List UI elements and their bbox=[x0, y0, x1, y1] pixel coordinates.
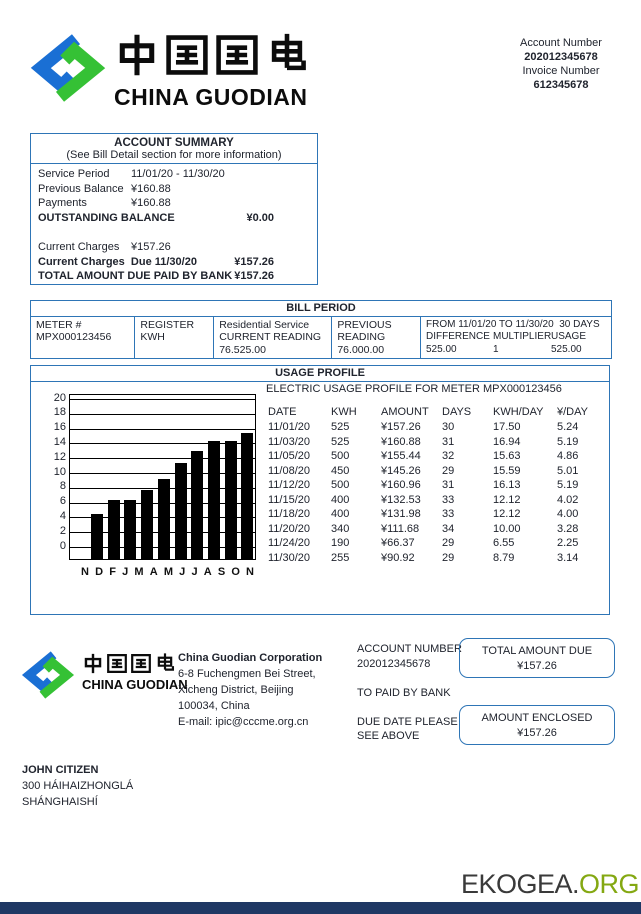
bill-period-range: FROM 11/01/20 TO 11/30/20 30 DAYS bbox=[426, 319, 600, 330]
gridline bbox=[70, 414, 255, 415]
chart-x-axis-labels bbox=[69, 566, 254, 578]
customer-name: JOHN CITIZEN bbox=[22, 764, 99, 776]
previous-reading-value: 76.000.00 bbox=[337, 343, 385, 356]
hanzi-guo bbox=[130, 652, 152, 675]
y-tick-label: 4 bbox=[59, 509, 66, 522]
usage-cell: ¥160.88 bbox=[381, 435, 421, 448]
ekogea-watermark bbox=[461, 869, 639, 900]
chart-bar bbox=[241, 433, 253, 559]
multiplier-value: 1 bbox=[493, 343, 499, 355]
x-tick-label: M bbox=[163, 566, 173, 578]
usage-label: USAGE bbox=[551, 331, 587, 343]
y-tick-label: 18 bbox=[53, 406, 66, 419]
gridline bbox=[70, 399, 255, 400]
usage-cell: 525 bbox=[331, 421, 350, 434]
service-type: Residential Service bbox=[219, 319, 310, 331]
usage-cell: 3.28 bbox=[557, 522, 579, 535]
usage-cell: 190 bbox=[331, 537, 350, 550]
hanzi-guo bbox=[164, 30, 210, 80]
chart-bar bbox=[175, 463, 187, 559]
usage-cell: 4.02 bbox=[557, 493, 579, 506]
footer-account-number-label: ACCOUNT NUMBER bbox=[357, 643, 462, 655]
account-summary-rows bbox=[31, 164, 317, 284]
usage-cell: 11/18/20 bbox=[268, 508, 311, 521]
summary-row bbox=[38, 182, 310, 197]
usage-cell: 31 bbox=[442, 479, 455, 492]
usage-cell: 4.86 bbox=[557, 450, 579, 463]
summary-row-label: Payments bbox=[38, 197, 87, 210]
gridline bbox=[70, 429, 255, 430]
chart-bar bbox=[191, 451, 203, 559]
summary-row-value: ¥157.26 bbox=[131, 241, 171, 254]
bill-period-columns bbox=[31, 317, 611, 358]
usage-cell: 34 bbox=[442, 522, 455, 535]
due-date-text-line2: SEE ABOVE bbox=[357, 730, 420, 742]
usage-cell: 500 bbox=[331, 450, 350, 463]
usage-cell: 29 bbox=[442, 551, 455, 564]
y-tick-label: 6 bbox=[59, 495, 66, 508]
usage-cell: 340 bbox=[331, 522, 350, 535]
usage-cell: 31 bbox=[442, 435, 455, 448]
summary-row-value: ¥157.26 bbox=[234, 270, 274, 283]
usage-cell: 33 bbox=[442, 508, 455, 521]
usage-table-row bbox=[268, 536, 602, 551]
usage-cell: ¥157.26 bbox=[381, 421, 421, 434]
usage-cell: 12.12 bbox=[493, 493, 521, 506]
usage-value: 525.00 bbox=[551, 343, 582, 355]
x-tick-label: A bbox=[149, 566, 158, 578]
usage-cell: 11/01/20 bbox=[268, 421, 311, 434]
summary-row-label: Current Charges Due 11/30/20 bbox=[38, 255, 197, 268]
chart-y-axis bbox=[46, 391, 66, 564]
y-tick-label: 8 bbox=[59, 480, 66, 493]
x-tick-label: A bbox=[203, 566, 212, 578]
difference-label: DIFFERENCE bbox=[426, 331, 490, 343]
footer-account-number-value: 202012345678 bbox=[357, 657, 431, 670]
summary-row bbox=[38, 211, 310, 226]
usage-cell: 11/20/20 bbox=[268, 522, 311, 535]
usage-cell: 3.14 bbox=[557, 551, 579, 564]
y-tick-label: 0 bbox=[59, 539, 66, 552]
hanzi-dian bbox=[264, 30, 310, 80]
china-guodian-logo-small bbox=[20, 646, 76, 704]
usage-cell: ¥155.44 bbox=[381, 450, 421, 463]
usage-cell: 4.00 bbox=[557, 508, 579, 521]
usage-table-header bbox=[268, 406, 602, 418]
bill-period-title: BILL PERIOD bbox=[31, 301, 611, 317]
amount-enclosed-label: AMOUNT ENCLOSED bbox=[481, 712, 593, 724]
usage-cell: 30 bbox=[442, 421, 455, 434]
usage-table-row bbox=[268, 464, 602, 479]
brand-english-name: CHINA GUODIAN bbox=[114, 84, 308, 110]
usage-cell: 11/03/20 bbox=[268, 435, 311, 448]
bill-period-col-register bbox=[134, 317, 213, 358]
usage-profile-title: USAGE PROFILE bbox=[31, 366, 609, 382]
company-name: China Guodian Corporation bbox=[178, 652, 323, 664]
usage-cell: 11/12/20 bbox=[268, 479, 311, 492]
hanzi-zhong bbox=[82, 652, 104, 675]
footer-brand-english: CHINA GUODIAN bbox=[82, 677, 188, 692]
usage-cell: ¥132.53 bbox=[381, 493, 421, 506]
summary-row-value: ¥157.26 bbox=[234, 255, 274, 268]
y-tick-label: 16 bbox=[53, 421, 66, 434]
summary-row bbox=[38, 225, 310, 240]
usage-cell: 12.12 bbox=[493, 508, 521, 521]
company-address-line: Xicheng District, Beijing bbox=[178, 684, 294, 696]
amount-enclosed-box bbox=[459, 705, 615, 745]
usage-cell: 500 bbox=[331, 479, 350, 492]
usage-cell: 5.01 bbox=[557, 464, 579, 477]
usage-cell: 11/15/20 bbox=[268, 493, 311, 506]
usage-bar-chart bbox=[46, 391, 286, 594]
bill-period-col-meter bbox=[31, 317, 134, 358]
usage-cell: 400 bbox=[331, 508, 350, 521]
amount-enclosed-value: ¥157.26 bbox=[517, 727, 557, 739]
x-tick-label: N bbox=[81, 566, 89, 578]
summary-row-label: Previous Balance bbox=[38, 182, 124, 195]
usage-profile-box bbox=[30, 365, 610, 615]
summary-row-label: Service Period bbox=[38, 168, 110, 181]
y-tick-label: 10 bbox=[53, 465, 66, 478]
usage-table-row bbox=[268, 478, 602, 493]
hanzi-guo bbox=[214, 30, 260, 80]
usage-cell: 11/05/20 bbox=[268, 450, 311, 463]
usage-cell: 10.00 bbox=[493, 522, 521, 535]
usage-cell: 33 bbox=[442, 493, 455, 506]
account-number-value: 202012345678 bbox=[524, 51, 598, 63]
usage-cell: 255 bbox=[331, 551, 350, 564]
summary-row-label: OUTSTANDING BALANCE bbox=[38, 212, 175, 225]
usage-cell: 5.19 bbox=[557, 435, 579, 448]
x-tick-label: S bbox=[217, 566, 226, 578]
total-amount-due-label: TOTAL AMOUNT DUE bbox=[481, 645, 593, 657]
usage-col-header: DATE bbox=[268, 406, 297, 418]
x-tick-label: J bbox=[122, 566, 129, 578]
usage-cell: 5.19 bbox=[557, 479, 579, 492]
account-summary-title: ACCOUNT SUMMARY bbox=[114, 137, 234, 149]
chart-bar bbox=[124, 500, 136, 559]
register-value: KWH bbox=[140, 331, 165, 344]
bill-period-table bbox=[30, 300, 612, 359]
company-address-line: 100034, China bbox=[178, 700, 250, 712]
bottom-navy-bar bbox=[0, 902, 641, 914]
meter-value: MPX000123456 bbox=[36, 331, 112, 344]
summary-row-value: ¥160.88 bbox=[131, 197, 171, 210]
footer-brand-chinese bbox=[82, 652, 176, 675]
usage-cell: 11/08/20 bbox=[268, 464, 311, 477]
account-number-label: Account Number bbox=[520, 37, 602, 49]
x-tick-label: J bbox=[191, 566, 198, 578]
payment-info-block bbox=[357, 642, 462, 744]
usage-cell: 2.25 bbox=[557, 537, 579, 550]
usage-table-row bbox=[268, 420, 602, 435]
summary-row bbox=[38, 255, 310, 270]
brand-chinese-name bbox=[114, 30, 310, 80]
y-tick-label: 2 bbox=[59, 524, 66, 537]
summary-row bbox=[38, 167, 310, 182]
usage-table-rows bbox=[268, 420, 602, 565]
usage-cell: ¥131.98 bbox=[381, 508, 421, 521]
china-guodian-logo bbox=[28, 26, 108, 110]
usage-cell: 15.59 bbox=[493, 464, 521, 477]
summary-row-value: ¥160.88 bbox=[131, 182, 171, 195]
paid-by-bank-text: TO PAID BY BANK bbox=[357, 687, 451, 699]
chart-bar bbox=[208, 441, 220, 559]
company-address-line: 6-8 Fuchengmen Bei Street, bbox=[178, 668, 316, 680]
register-label: REGISTER bbox=[140, 319, 195, 331]
hanzi-dian bbox=[154, 652, 176, 675]
due-date-text-line1: DUE DATE PLEASE bbox=[357, 715, 458, 728]
usage-cell: 5.24 bbox=[557, 421, 579, 434]
account-summary-box bbox=[30, 133, 318, 285]
usage-table-row bbox=[268, 507, 602, 522]
company-email: E-mail: ipic@cccme.org.cn bbox=[178, 716, 309, 728]
usage-cell: ¥145.26 bbox=[381, 464, 421, 477]
usage-col-header: AMOUNT bbox=[381, 406, 429, 418]
x-tick-label: M bbox=[134, 566, 144, 578]
usage-sub-values bbox=[426, 344, 606, 356]
meter-label: METER # bbox=[36, 319, 82, 331]
current-reading-value: 76.525.00 bbox=[219, 343, 266, 356]
summary-row bbox=[38, 196, 310, 211]
summary-row-label: TOTAL AMOUNT DUE PAID BY BANK bbox=[38, 270, 233, 283]
summary-row-value: ¥0.00 bbox=[246, 212, 274, 225]
usage-cell: ¥111.68 bbox=[381, 522, 420, 535]
usage-cell: 525 bbox=[331, 435, 350, 448]
difference-value: 525.00 bbox=[426, 343, 457, 355]
usage-cell: 29 bbox=[442, 537, 455, 550]
x-tick-label: N bbox=[246, 566, 254, 578]
usage-cell: ¥90.92 bbox=[381, 551, 415, 564]
multiplier-label: MULTIPLIER bbox=[493, 331, 552, 343]
total-amount-due-value: ¥157.26 bbox=[517, 660, 557, 672]
ekogea-text: EKOGEA. bbox=[460, 869, 579, 899]
usage-cell: 450 bbox=[331, 464, 350, 477]
usage-cell: ¥160.96 bbox=[381, 479, 421, 492]
summary-row bbox=[38, 269, 310, 284]
company-address-block bbox=[178, 650, 322, 730]
usage-table-row bbox=[268, 493, 602, 508]
y-tick-label: 20 bbox=[53, 391, 66, 404]
usage-cell: 6.55 bbox=[493, 537, 515, 550]
bill-period-col-previous-reading bbox=[331, 317, 420, 358]
y-tick-label: 12 bbox=[53, 450, 66, 463]
usage-cell: 11/30/20 bbox=[268, 551, 311, 564]
usage-cell: 400 bbox=[331, 493, 350, 506]
usage-cell: 29 bbox=[442, 464, 455, 477]
usage-cell: 32 bbox=[442, 450, 455, 463]
summary-row bbox=[38, 240, 310, 255]
total-amount-due-box bbox=[459, 638, 615, 678]
y-tick-label: 14 bbox=[53, 435, 66, 448]
x-tick-label: D bbox=[95, 566, 104, 578]
usage-table-row bbox=[268, 551, 602, 566]
x-tick-label: F bbox=[109, 566, 116, 578]
usage-sub-headers bbox=[426, 331, 606, 343]
hanzi-guo bbox=[106, 652, 128, 675]
usage-cell: 16.13 bbox=[493, 479, 521, 492]
usage-col-header: DAYS bbox=[442, 406, 472, 418]
invoice-number-label: Invoice Number bbox=[522, 65, 600, 77]
chart-bar bbox=[225, 441, 237, 559]
account-summary-subtitle: (See Bill Detail section for more information) bbox=[31, 149, 317, 164]
usage-table-row bbox=[268, 449, 602, 464]
usage-table-row bbox=[268, 522, 602, 537]
usage-col-header: KWH/DAY bbox=[493, 406, 544, 418]
current-reading-label: CURRENT READING bbox=[219, 331, 322, 344]
chart-bar bbox=[108, 500, 120, 559]
customer-address-line1: 300 HÁIHAIZHONGLÁ bbox=[22, 780, 134, 792]
customer-address-line2: SHÁNGHAISHÍ bbox=[22, 796, 98, 808]
usage-table-row bbox=[268, 435, 602, 450]
chart-bar bbox=[141, 490, 153, 559]
usage-profile-body bbox=[31, 382, 609, 614]
usage-cell: ¥66.37 bbox=[381, 537, 415, 550]
usage-cell: 17.50 bbox=[493, 421, 521, 434]
account-info-block bbox=[492, 36, 630, 92]
ekogea-org-text: ORG bbox=[578, 869, 639, 899]
x-tick-label: O bbox=[231, 566, 240, 578]
summary-row-value: 11/01/20 - 11/30/20 bbox=[131, 168, 225, 181]
summary-row-label: Current Charges bbox=[38, 241, 120, 254]
x-tick-label: J bbox=[179, 566, 186, 578]
invoice-number-value: 612345678 bbox=[533, 79, 589, 91]
usage-col-header: ¥/DAY bbox=[557, 406, 588, 418]
usage-cell: 15.63 bbox=[493, 450, 521, 463]
chart-plot-area bbox=[69, 394, 256, 560]
customer-address-block bbox=[22, 762, 133, 810]
previous-reading-label: PREVIOUS READING bbox=[337, 319, 392, 344]
chart-title: ELECTRIC USAGE PROFILE FOR METER MPX000123456 bbox=[266, 383, 562, 395]
chart-bar bbox=[91, 514, 103, 559]
usage-cell: 11/24/20 bbox=[268, 537, 311, 550]
bill-period-col-usage bbox=[420, 317, 611, 358]
usage-cell: 8.79 bbox=[493, 551, 515, 564]
bill-period-col-current-reading bbox=[213, 317, 331, 358]
usage-cell: 16.94 bbox=[493, 435, 521, 448]
hanzi-zhong bbox=[114, 30, 160, 80]
chart-bar bbox=[158, 479, 170, 559]
usage-col-header: KWH bbox=[331, 406, 357, 418]
